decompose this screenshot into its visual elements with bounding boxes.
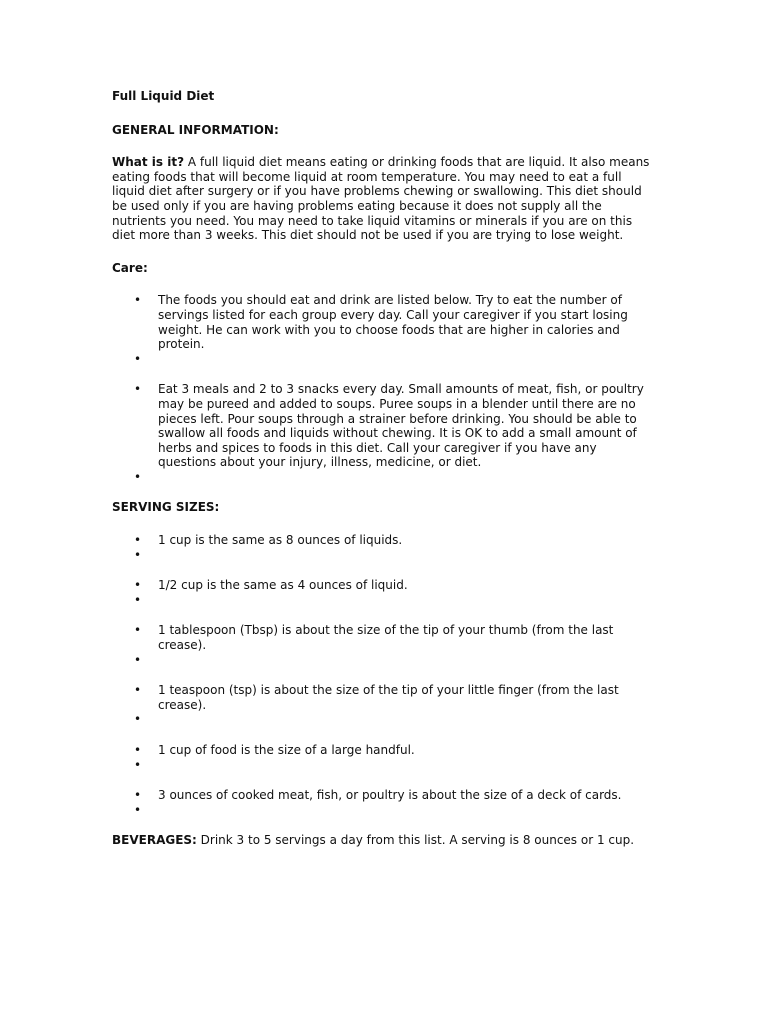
bullet-icon: • — [134, 293, 142, 308]
bullet-icon: • — [134, 623, 142, 638]
serving-sizes-heading: SERVING SIZES: — [112, 500, 220, 515]
serving-list-item — [112, 743, 652, 758]
empty-list-item — [112, 593, 652, 608]
bullet-icon: • — [134, 469, 142, 484]
serving-item-text: 3 ounces of cooked meat, fish, or poultry is about the size of a deck of cards. — [158, 788, 622, 803]
empty-list-item — [112, 653, 652, 668]
bullet-icon: • — [134, 382, 142, 397]
bullet-icon: • — [134, 788, 142, 803]
serving-list-item — [112, 683, 652, 712]
empty-list-item — [112, 548, 652, 563]
bullet-icon: • — [134, 351, 142, 366]
serving-list-item — [112, 533, 652, 548]
serving-item-group — [112, 683, 652, 727]
care-list-item — [112, 382, 652, 470]
empty-list-item — [112, 758, 652, 773]
bullet-icon: • — [134, 547, 142, 562]
serving-item-group — [112, 533, 652, 562]
bullet-icon: • — [134, 802, 142, 817]
serving-list-item — [112, 788, 652, 803]
empty-list-item — [112, 352, 652, 367]
serving-item-text: 1 cup is the same as 8 ounces of liquids. — [158, 533, 403, 548]
serving-item-group — [112, 743, 652, 772]
care-item-text: The foods you should eat and drink are listed below. Try to eat the number of servings listed for each group every day. Call your caregiver if you start losing weight. He can work with you to choose foods that are higher in calories and protein. — [158, 293, 628, 352]
bullet-icon: • — [134, 757, 142, 772]
beverages-lead: BEVERAGES: — [112, 833, 197, 848]
serving-sizes-list — [112, 533, 652, 817]
care-list-item — [112, 293, 652, 351]
bullet-icon: • — [134, 652, 142, 667]
serving-item-group — [112, 623, 652, 667]
beverages-paragraph — [112, 833, 652, 848]
what-is-it-text: A full liquid diet means eating or drinking foods that are liquid. It also means eating foods that will become liquid at room temperature. You may need to eat a full liquid diet after surgery or if you have problems chewing or swallowing. This diet should be used only if you are having problems eating because it does not supply all the nutrients you need. You may need to take liquid vitamins or minerals if you are on this diet more than 3 weeks. This diet should not be used if you are trying to lose weight. — [112, 155, 650, 243]
bullet-icon: • — [134, 683, 142, 698]
serving-list-item — [112, 623, 652, 652]
bullet-icon: • — [134, 743, 142, 757]
serving-item-text: 1 tablespoon (Tbsp) is about the size of the tip of your thumb (from the last crease). — [158, 623, 614, 653]
serving-item-text: 1 teaspoon (tsp) is about the size of the tip of your little finger (from the last crease). — [158, 683, 619, 712]
serving-item-group — [112, 578, 652, 607]
general-information-heading: GENERAL INFORMATION: — [112, 122, 279, 137]
bullet-icon: • — [134, 592, 142, 607]
bullet-icon: • — [134, 712, 142, 727]
care-item-group — [112, 293, 652, 366]
empty-list-item — [112, 712, 652, 727]
care-item-group — [112, 382, 652, 484]
beverages-text: Drink 3 to 5 servings a day from this list. A serving is 8 ounces or 1 cup. — [196, 833, 635, 848]
serving-item-text: 1 cup of food is the size of a large handful. — [158, 743, 415, 757]
empty-list-item — [112, 470, 652, 485]
care-heading: Care: — [112, 260, 148, 275]
what-is-it-lead: What is it? — [112, 155, 185, 170]
bullet-icon: • — [134, 533, 142, 548]
serving-item-group — [112, 788, 652, 817]
what-is-it-paragraph — [112, 155, 652, 243]
document-title: Full Liquid Diet — [112, 89, 215, 103]
empty-list-item — [112, 803, 652, 818]
serving-list-item — [112, 578, 652, 593]
document-body — [112, 89, 652, 866]
serving-item-text: 1/2 cup is the same as 4 ounces of liquid. — [158, 578, 408, 593]
care-list — [112, 293, 652, 484]
care-item-text: Eat 3 meals and 2 to 3 snacks every day. Small amounts of meat, fish, or poultry may be pureed and added to soups. Puree soups in a blender until there are no pieces left. Pour soups through a strainer before drinking. You should be able to swallow all foods and liquids without chewing. It is OK to add a small amount of herbs and spices to foods in this diet. Call your caregiver if you have any questions about your injury, illness, medicine, or diet. — [158, 382, 644, 470]
bullet-icon: • — [134, 578, 142, 593]
